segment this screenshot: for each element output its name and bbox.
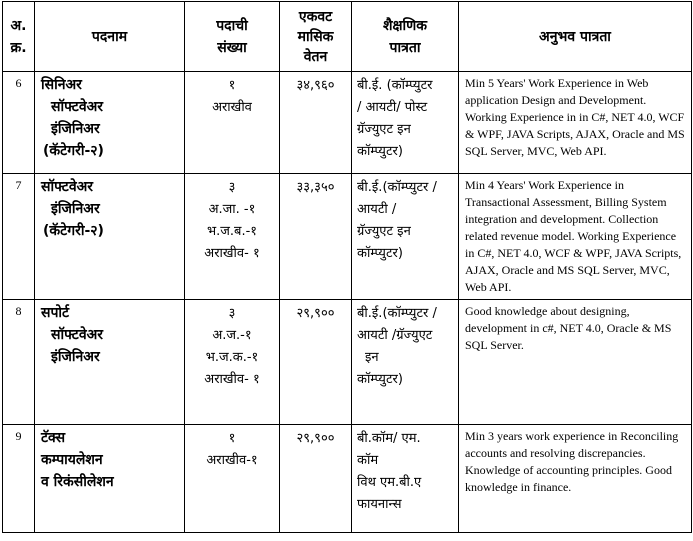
serial-cell: 9 xyxy=(3,425,35,533)
post-line: सपोर्ट xyxy=(41,305,70,321)
count-line: अ.जा. -१ xyxy=(208,202,256,217)
post-line: सिनिअर xyxy=(41,77,82,93)
count-cell xyxy=(185,72,280,174)
pay-cell: २९,९०० xyxy=(280,425,352,533)
pay-cell: ३३,३५० xyxy=(280,174,352,300)
qualification-line: बी.ई.(कॉम्प्युटर / xyxy=(357,180,437,195)
header-pay-line: मासिक xyxy=(297,28,334,45)
count-line: अराखीव- १ xyxy=(204,246,260,261)
experience-cell: Min 4 Years' Work Experience in Transactional Assessment, Billing System integration and development. Collection related revenue model. Working Experience in C#, NET 4.0, WCF & WPF, JAVA Scripts, AJAX, Oracle and MS SQL Server, MVC, Web API. xyxy=(459,174,692,300)
qualification-line: बी.कॉम/ एम. xyxy=(357,431,421,446)
qualification-line: बी.ई. (कॉम्प्युटर xyxy=(357,78,433,93)
pay-cell: ३४,९६० xyxy=(280,72,352,174)
qualification-line: कॉम्प्युटर) xyxy=(357,372,403,387)
post-cell xyxy=(35,300,185,425)
header-count-line: पदाची xyxy=(216,17,248,34)
post-line: सॉफ्टवेअर xyxy=(51,99,104,115)
experience-cell: Min 5 Years' Work Experience in Web application Design and Development. Working Experience in in C#, NET 4.0, WCF & WPF, JAVA Scripts, AJAX, Oracle and MS SQL Server, MVC, Web API. xyxy=(459,72,692,174)
count-line: ३ xyxy=(228,180,236,195)
header-pay-line: वेतन xyxy=(303,48,328,65)
count-cell xyxy=(185,300,280,425)
count-line: भ.ज.क.-१ xyxy=(205,350,259,365)
header-qualification-line: शैक्षणिक xyxy=(382,17,428,34)
experience-cell: Good knowledge about designing, development in c#, NET 4.0, Oracle & MS SQL Server. xyxy=(459,300,692,425)
qualification-line: बी.ई.(कॉम्प्युटर / xyxy=(357,306,437,321)
count-line: भ.ज.ब.-१ xyxy=(206,224,258,239)
header-serial-line: अ. xyxy=(10,17,27,34)
serial-cell: 6 xyxy=(3,72,35,174)
qualification-line: फायनान्स xyxy=(357,497,402,512)
post-line: इंजिनिअर xyxy=(51,349,100,365)
count-line: अराखीव xyxy=(212,100,252,115)
serial-cell: 8 xyxy=(3,300,35,425)
header-pay-line: एकवट xyxy=(298,8,333,25)
header-qualification xyxy=(352,2,459,72)
header-row xyxy=(3,2,692,72)
qualification-line: ग्रॅज्युएट इन xyxy=(357,122,411,137)
post-line: इंजिनिअर xyxy=(51,121,100,137)
qualification-line: आयटी / xyxy=(357,202,397,217)
recruitment-table xyxy=(2,1,692,533)
count-line: अराखीव-१ xyxy=(206,453,258,468)
qualification-line: ग्रॅज्युएट इन xyxy=(357,224,411,239)
header-count xyxy=(185,2,280,72)
qualification-line: विथ एम.बी.ए xyxy=(357,475,422,490)
qualification-line: आयटी /ग्रॅज्युएट xyxy=(357,328,433,343)
qualification-line: कॉम्प्युटर) xyxy=(357,246,403,261)
header-count-line: संख्या xyxy=(217,39,247,56)
count-line: अ.ज.-१ xyxy=(212,328,252,343)
header-serial-line: क्र. xyxy=(10,39,27,56)
count-cell xyxy=(185,174,280,300)
table-row xyxy=(3,425,692,533)
post-line: टॅक्स xyxy=(41,430,66,446)
post-line: सॉफ्टवेअर xyxy=(51,327,104,343)
post-line: कम्पायलेशन xyxy=(41,452,103,468)
qualification-line: / आयटी/ पोस्ट xyxy=(357,100,428,115)
post-cell xyxy=(35,174,185,300)
header-serial xyxy=(3,2,35,72)
header-pay xyxy=(280,2,352,72)
post-line: व रिकंसीलेशन xyxy=(41,474,114,490)
pay-cell: २९,९०० xyxy=(280,300,352,425)
post-cell xyxy=(35,72,185,174)
count-cell xyxy=(185,425,280,533)
table-row xyxy=(3,72,692,174)
count-line: १ xyxy=(228,431,236,446)
count-line: ३ xyxy=(228,306,236,321)
qualification-cell xyxy=(352,72,459,174)
qualification-cell xyxy=(352,174,459,300)
post-line: (कॅटेगरी-२) xyxy=(43,223,104,239)
post-line: इंजिनिअर xyxy=(51,201,100,217)
qualification-line: कॉम xyxy=(357,453,379,468)
qualification-cell xyxy=(352,425,459,533)
count-line: १ xyxy=(228,78,236,93)
serial-cell: 7 xyxy=(3,174,35,300)
qualification-line: कॉम्प्युटर) xyxy=(357,144,403,159)
table-row xyxy=(3,174,692,300)
count-line: अराखीव- १ xyxy=(204,372,260,387)
post-line: सॉफ्टवेअर xyxy=(41,179,94,195)
header-post: पदनाम xyxy=(35,2,185,72)
experience-cell: Min 3 years work experience in Reconciling accounts and resolving discrepancies. Knowledge of accounting principles. Good knowledge in finance. xyxy=(459,425,692,533)
header-qualification-line: पात्रता xyxy=(389,39,421,56)
qualification-cell xyxy=(352,300,459,425)
post-line: (कॅटेगरी-२) xyxy=(43,143,104,159)
post-cell xyxy=(35,425,185,533)
qualification-line: इन xyxy=(365,350,379,365)
table-row xyxy=(3,300,692,425)
header-experience: अनुभव पात्रता xyxy=(459,2,692,72)
